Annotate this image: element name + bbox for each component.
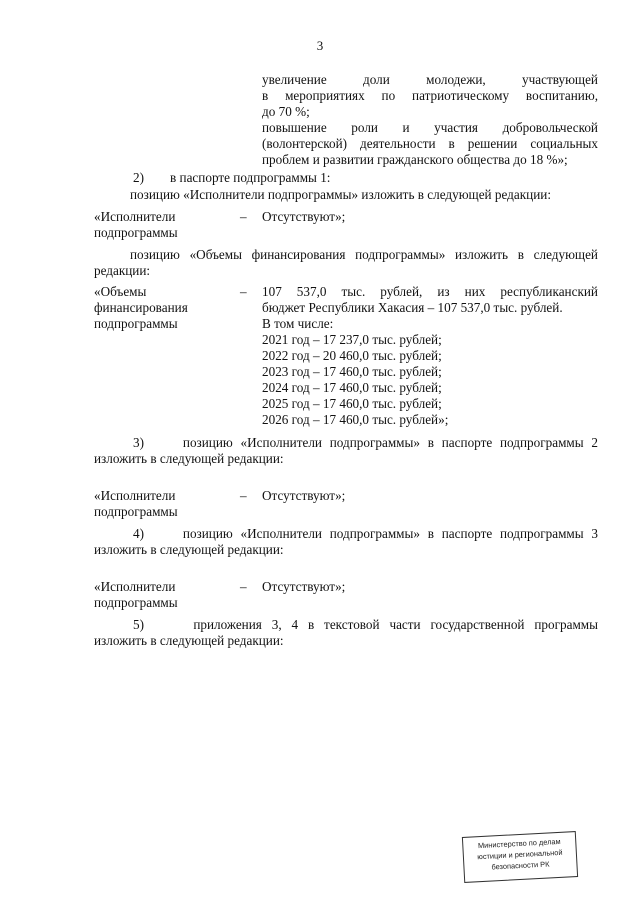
page-number: 3 — [316, 38, 324, 53]
row-value: Отсутствуют»; — [262, 209, 346, 224]
row-label: «Исполнители — [94, 488, 176, 503]
text-line: повышение роли и участия добровольческой — [262, 120, 598, 135]
fin-line: 2021 год – 17 237,0 тыс. рублей; — [262, 332, 442, 347]
text-line: до 70 %; — [262, 104, 310, 119]
fin-line: 107 537,0 тыс. рублей, из них республиканский — [262, 284, 598, 299]
fin-dash: – — [240, 284, 247, 299]
text-line: позицию «Исполнители подпрограммы» изложить в следующей редакции: — [130, 187, 551, 202]
fin-line: бюджет Республики Хакасия – 107 537,0 тыс. рублей. — [262, 300, 563, 315]
fin-line: 2022 год – 20 460,0 тыс. рублей; — [262, 348, 442, 363]
row-label: подпрограммы — [94, 225, 178, 240]
text-line: изложить в следующей редакции: — [94, 633, 284, 648]
text-line: изложить в следующей редакции: — [94, 542, 284, 557]
text-line: проблем и развитии гражданского общества до 18 %»; — [262, 152, 568, 167]
row-dash: – — [240, 209, 247, 224]
text-line: увеличение доли молодежи, участвующей — [262, 72, 598, 87]
fin-line: 2026 год – 17 460,0 тыс. рублей»; — [262, 412, 449, 427]
fin-label: «Объемы — [94, 284, 147, 299]
row-label: «Исполнители — [94, 579, 176, 594]
stamp-line: Министерство по делам — [477, 836, 561, 851]
text-line: редакции: — [94, 263, 151, 278]
row-dash: – — [240, 579, 247, 594]
fin-line: 2025 год – 17 460,0 тыс. рублей; — [262, 396, 442, 411]
item-line: 5) приложения 3, 4 в текстовой части государственной программы — [133, 617, 598, 632]
fin-line: В том числе: — [262, 316, 334, 331]
fin-label: подпрограммы — [94, 316, 178, 331]
row-value: Отсутствуют»; — [262, 579, 346, 594]
text-line: (волонтерской) деятельности в решении социальных — [262, 136, 598, 151]
text-line: в мероприятиях по патриотическому воспитанию, — [262, 88, 598, 103]
item-number: 2) — [133, 170, 144, 185]
item-text: в паспорте подпрограммы 1: — [170, 170, 331, 185]
row-label: подпрограммы — [94, 595, 178, 610]
row-value: Отсутствуют»; — [262, 488, 346, 503]
fin-line: 2024 год – 17 460,0 тыс. рублей; — [262, 380, 442, 395]
row-dash: – — [240, 488, 247, 503]
fin-label: финансирования — [94, 300, 188, 315]
fin-line: 2023 год – 17 460,0 тыс. рублей; — [262, 364, 442, 379]
row-label: подпрограммы — [94, 504, 178, 519]
registration-stamp — [462, 831, 578, 883]
stamp-line: юстиции и региональной — [477, 847, 563, 862]
text-line: позицию «Объемы финансирования подпрограммы» изложить в следующей — [130, 247, 598, 262]
text-line: изложить в следующей редакции: — [94, 451, 284, 466]
item-line: 4) позицию «Исполнители подпрограммы» в паспорте подпрограммы 3 — [133, 526, 598, 541]
stamp-line: безопасности РК — [491, 859, 550, 872]
item-line: 3) позицию «Исполнители подпрограммы» в паспорте подпрограммы 2 — [133, 435, 598, 450]
row-label: «Исполнители — [94, 209, 176, 224]
